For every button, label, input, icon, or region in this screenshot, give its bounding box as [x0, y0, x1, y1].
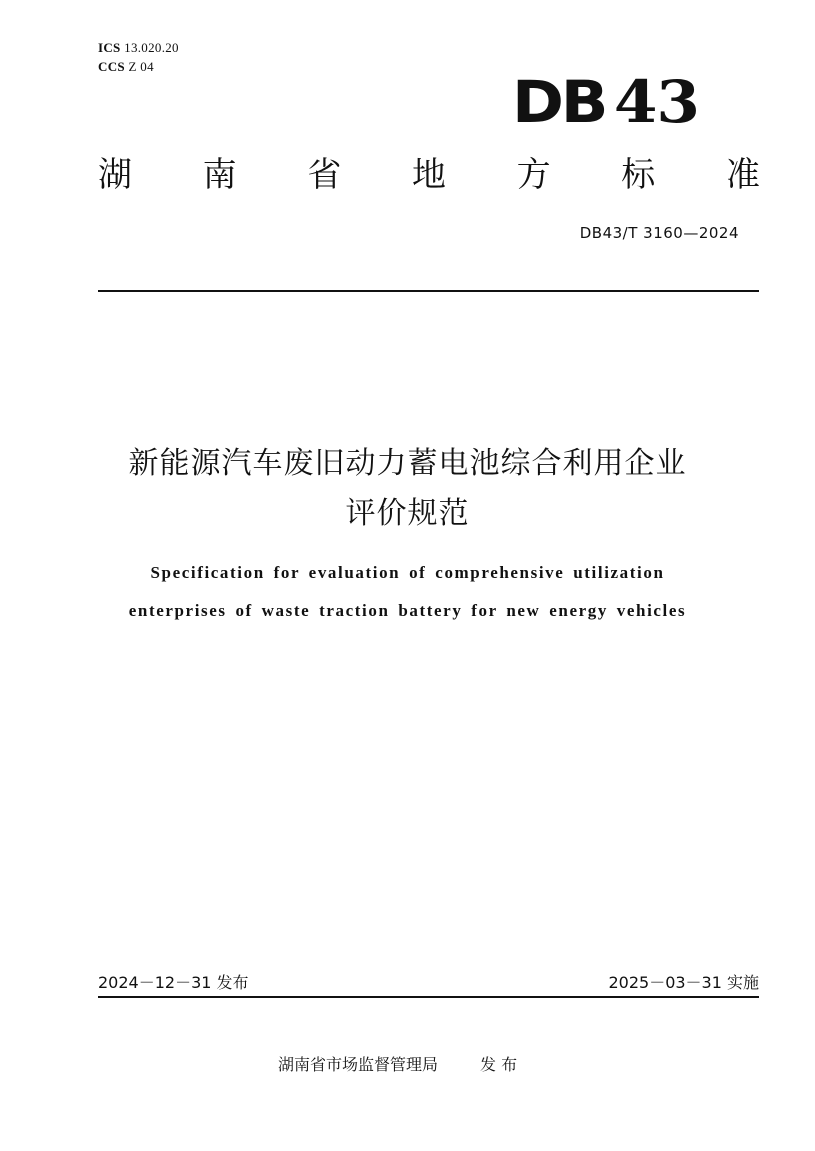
db43-logo [512, 70, 717, 134]
logo-number: 43 [613, 68, 699, 136]
chinese-title-line-1: 新能源汽车废旧动力蓄电池综合利用企业 [128, 446, 687, 481]
ics-label: ICS [98, 40, 121, 55]
ics-value: 13.020.20 [124, 40, 179, 55]
ccs-label: CCS [98, 59, 125, 74]
title-char: 标 [621, 155, 656, 195]
publisher-name: 湖南省市场监督管理局 [278, 1055, 439, 1074]
ccs-code [98, 57, 179, 76]
title-char: 准 [725, 155, 760, 195]
title-char: 方 [516, 155, 551, 195]
title-char: 湖 [98, 155, 132, 195]
title-char: 南 [202, 155, 237, 195]
issue-date: 2024－12－31 发布 [98, 973, 249, 992]
english-title-line-1: Specification for evaluation of comprehensive utilization [150, 563, 665, 582]
classification-codes [98, 38, 179, 76]
standard-category-title [98, 150, 760, 200]
english-title-line-2: enterprises of waste traction battery for new energy vehicles [128, 601, 687, 620]
bottom-divider [98, 996, 759, 998]
title-char: 省 [307, 155, 342, 195]
top-divider [98, 290, 759, 292]
ics-code [98, 38, 179, 57]
logo-db-text: DB [512, 68, 606, 136]
publish-action: 发 布 [480, 1055, 518, 1074]
implementation-date: 2025－03－31 实施 [608, 973, 759, 992]
ccs-value: Z 04 [128, 59, 154, 74]
title-char: 地 [411, 155, 446, 195]
chinese-title-line-2: 评价规范 [345, 496, 470, 531]
standard-number: DB43/T 3160—2024 [579, 224, 739, 242]
publisher-line [278, 1052, 517, 1075]
